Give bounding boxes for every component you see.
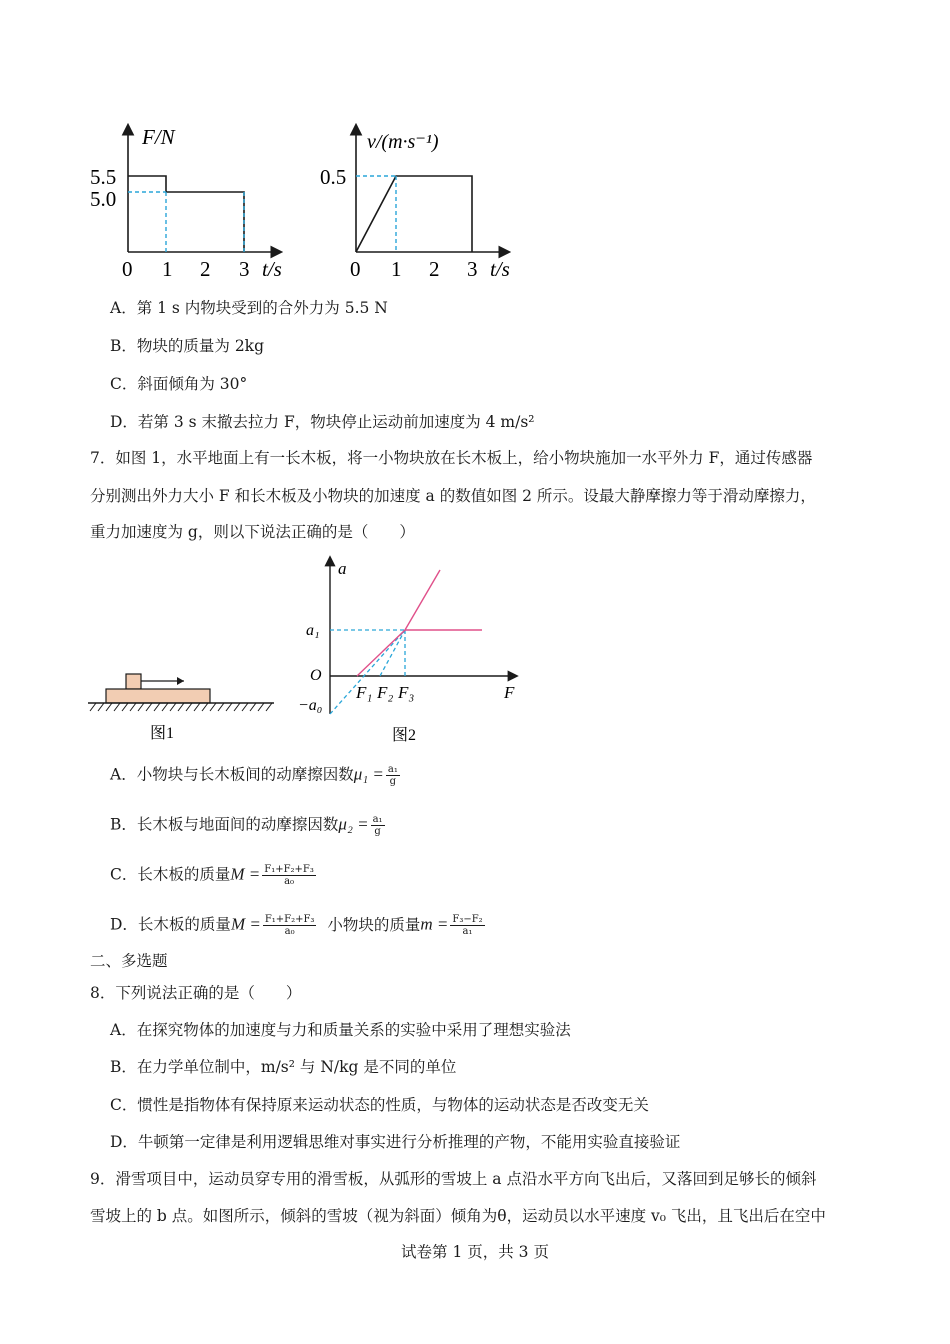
velocity-y-tick: 0.5 bbox=[320, 165, 347, 189]
q8-option-a: A．在探究物体的加速度与力和质量关系的实验中采用了理想实验法 bbox=[110, 1021, 571, 1039]
q7-stem-line: 7．如图 1，水平地面上有一长木板，将一小物块放在长木板上，给小物块施加一水平外力 F，通过传感器 bbox=[90, 449, 813, 467]
q7-figure-2 bbox=[290, 552, 530, 748]
force-y-axis-label: F/N bbox=[142, 125, 175, 149]
q9-text-line: 9．滑雪项目中，运动员穿专用的滑雪板，从弧形的雪坡上 a 点沿水平方向飞出后，又落回到足够长的倾斜 bbox=[90, 1170, 817, 1188]
fig2-acceleration-curves bbox=[357, 570, 482, 676]
figure-1-caption: 图1 bbox=[150, 725, 175, 742]
q7-figure-1 bbox=[84, 666, 279, 751]
fig2-origin-label: O bbox=[310, 667, 322, 684]
velocity-y-axis-label: v/(m·s⁻¹) bbox=[367, 131, 439, 153]
figure-2-caption: 图2 bbox=[392, 727, 417, 744]
velocity-x-tick: 2 bbox=[429, 257, 440, 281]
fig2-f1-label: F₁ bbox=[356, 683, 373, 702]
force-time-graph bbox=[90, 125, 282, 281]
force-y-tick: 5.5 bbox=[90, 165, 117, 189]
velocity-curve bbox=[356, 176, 472, 252]
q7-option-a: A．小物块与长木板间的动摩擦因数μ₁ = $\frac{\text{a₁}}{g}$ bbox=[110, 764, 398, 787]
q7-option-d: D．长木板的质量M = $\frac{\text{F₁+F₂+F₃}}{\text{a₀}}$ 小物块的质量m = $\frac{\text{F₃−F₂}}{\text{a₁}}$ bbox=[110, 914, 483, 937]
velocity-x-tick: 0 bbox=[350, 257, 361, 281]
q8-option-d: D．牛顿第一定律是利用逻辑思维对事实进行分析推理的产物，不能用实验直接验证 bbox=[110, 1133, 681, 1151]
force-x-tick: 2 bbox=[200, 257, 211, 281]
fig2-f2-label: F₂ bbox=[377, 683, 394, 702]
force-x-axis-label: t/s bbox=[262, 257, 282, 281]
fig2-f-axis-label: F bbox=[504, 683, 515, 702]
force-curve bbox=[128, 176, 244, 252]
q7-option-c: C．长木板的质量M = $\frac{\text{F₁+F₂+F₃}}{\text{a₀}}$ bbox=[110, 864, 314, 887]
fig2-f3-label: F₃ bbox=[398, 683, 415, 702]
page-footer: 试卷第 1 页，共 3 页 bbox=[401, 1243, 549, 1261]
q8-stem: 8．下列说法正确的是（ ） bbox=[90, 984, 302, 1002]
q6-graphs bbox=[80, 118, 540, 288]
velocity-time-graph bbox=[320, 126, 510, 281]
force-x-tick: 1 bbox=[162, 257, 173, 281]
q6-option-c: C．斜面倾角为 30° bbox=[110, 375, 248, 393]
q7-stem-line: 重力加速度为 g，则以下说法正确的是（ ） bbox=[90, 523, 415, 541]
q6-option-b: B．物块的质量为 2kg bbox=[110, 337, 264, 355]
fig2-neg-a0-label: −a₀ bbox=[298, 697, 323, 714]
force-x-tick: 0 bbox=[122, 257, 133, 281]
velocity-x-axis-label: t/s bbox=[490, 257, 510, 281]
q8-option-c: C．惯性是指物体有保持原来运动状态的性质，与物体的运动状态是否改变无关 bbox=[110, 1096, 649, 1114]
q9-text-line: 雪坡上的 b 点。如图所示，倾斜的雪坡（视为斜面）倾角为θ，运动员以水平速度 v₀ 飞出，且飞出后在空中 bbox=[90, 1207, 826, 1225]
ground-hatch bbox=[90, 703, 272, 711]
q8-option-b: B．在力学单位制中，m/s² 与 N/kg 是不同的单位 bbox=[110, 1058, 457, 1076]
long-board bbox=[106, 689, 210, 703]
q6-option-d: D．若第 3 s 末撤去拉力 F，物块停止运动前加速度为 4 m/s² bbox=[110, 413, 535, 431]
velocity-x-tick: 3 bbox=[467, 257, 478, 281]
q7-option-b: B．长木板与地面间的动摩擦因数μ₂ = $\frac{\text{a₁}}{g}$ bbox=[110, 814, 383, 837]
q7-stem-line: 分别测出外力大小 F 和长木板及小物块的加速度 a 的数值如图 2 所示。设最大静摩擦力等于滑动摩擦力， bbox=[90, 487, 816, 505]
q6-option-a: A．第 1 s 内物块受到的合外力为 5.5 N bbox=[110, 299, 388, 317]
small-block bbox=[126, 674, 141, 689]
force-x-tick: 3 bbox=[239, 257, 250, 281]
fig2-a-axis-label: a bbox=[338, 559, 347, 578]
fig2-a1-label: a₁ bbox=[306, 622, 320, 639]
section-title: 二、多选题 bbox=[90, 952, 168, 970]
force-y-tick: 5.0 bbox=[90, 187, 117, 211]
velocity-x-tick: 1 bbox=[391, 257, 402, 281]
